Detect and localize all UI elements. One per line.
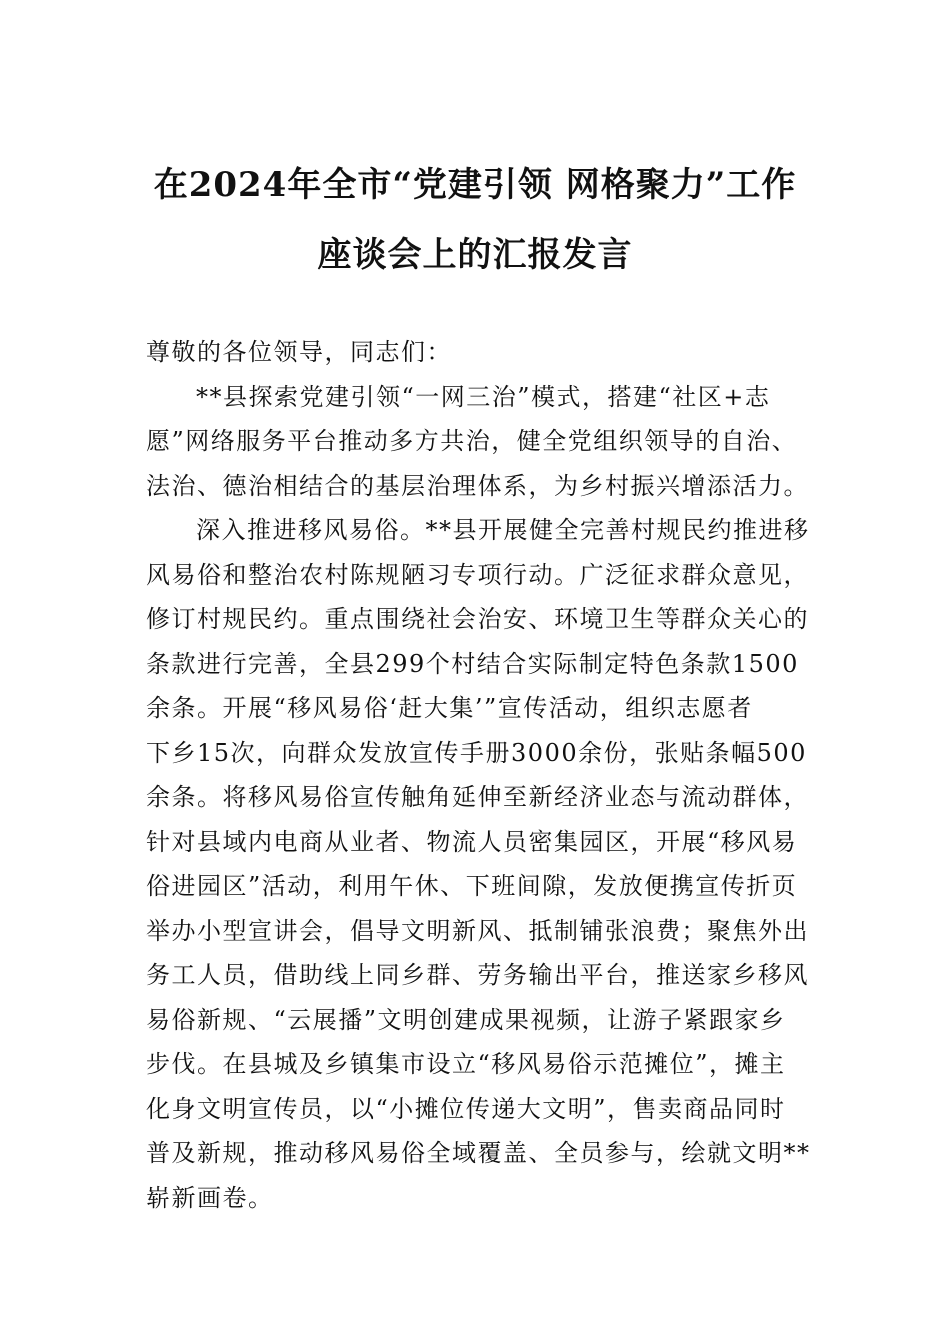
document-body: [146, 330, 811, 1220]
paragraph-2-line: 修订村规民约。重点围绕社会治安、环境卫生等群众关心的: [146, 605, 809, 633]
paragraph-2-line: 条款进行完善，全县299个村结合实际制定特色条款1500: [146, 649, 799, 678]
paragraph-2-line: 崭新画卷。: [146, 1183, 274, 1212]
paragraph-1: [146, 375, 811, 509]
paragraph-1-line: **县探索党建引领“一网三治”模式，搭建“社区+志: [196, 382, 771, 411]
paragraph-2-line: 余条。将移风易俗宣传触角延伸至新经济业态与流动群体，: [146, 783, 809, 811]
paragraph-2-line: 务工人员，借助线上同乡群、劳务输出平台，推送家乡移风: [146, 961, 809, 989]
paragraph-2-line: 步伐。在县城及乡镇集市设立“移风易俗示范摊位”，摊主: [146, 1050, 786, 1078]
paragraph-1-line: 法治、德治相结合的基层治理体系，为乡村振兴增添活力。: [146, 471, 809, 500]
paragraph-2-line: 风易俗和整治农村陈规陋习专项行动。广泛征求群众意见，: [146, 560, 809, 589]
paragraph-1-line: 愿”网络服务平台推动多方共治，健全党组织领导的自治、: [146, 427, 798, 455]
document-title-line-1: 在2024年全市“党建引领 网格聚力”工作: [153, 165, 797, 205]
paragraph-2-line: 易俗新规、“云展播”文明创建成果视频，让游子紧跟家乡: [146, 1005, 786, 1034]
paragraph-2-line: 下乡15次，向群众发放宣传手册3000余份，张贴条幅500: [146, 738, 807, 767]
paragraph-2-line: 深入推进移风易俗。**县开展健全完善村规民约推进移: [196, 516, 810, 544]
paragraph-2-line: 针对县域内电商从业者、物流人员密集园区，开展“移风易: [146, 827, 798, 856]
paragraph-2-line: 化身文明宣传员，以“小摊位传递大文明”，售卖商品同时: [146, 1094, 786, 1123]
salutation: 尊敬的各位领导，同志们：: [146, 338, 452, 366]
paragraph-2-line: 俗进园区”活动，利用午休、下班间隙，发放便携宣传折页: [146, 872, 798, 900]
paragraph-2-line: 举办小型宣讲会，倡导文明新风、抵制铺张浪费；聚焦外出: [146, 916, 809, 945]
paragraph-2-line: 余条。开展“移风易俗‘赶大集’”宣传活动，组织志愿者: [146, 694, 753, 722]
paragraph-2-line: 普及新规，推动移风易俗全域覆盖、全员参与，绘就文明**: [146, 1139, 811, 1167]
document-title-line-2: 座谈会上的汇报发言: [317, 235, 633, 275]
paragraph-2: [146, 508, 811, 1220]
